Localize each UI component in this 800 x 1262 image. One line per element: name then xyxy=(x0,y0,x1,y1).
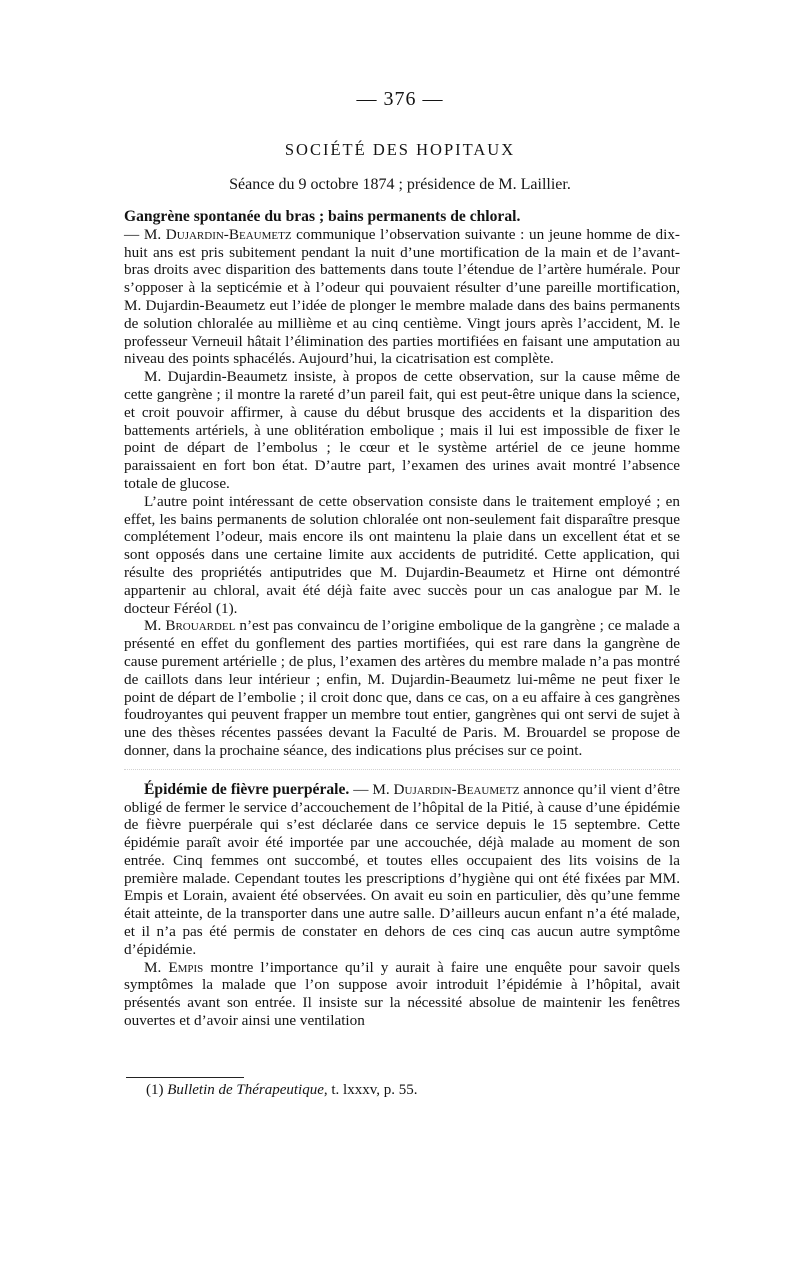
article-body xyxy=(124,208,680,1030)
speaker-name: Brouardel xyxy=(165,617,236,635)
section1-p4-lead: M. xyxy=(144,617,166,635)
session-line: Séance du 9 octobre 1874 ; présidence de M. Laillier. xyxy=(229,176,571,193)
section1-paragraph-1 xyxy=(124,208,680,368)
section1-p4-text: n’est pas convaincu de l’origine embolique de la gangrène ; ce malade a présenté en effet du gonflement des parties mortifiées, qui est rare dans la gangrène de cause purement artérielle ; de plus, l’examen des artères du membre malade n’a pas montré de caillots dans leur intérieur ; enfin, M. Dujardin-Beaumetz lui-même ne peut fixer le point de départ de l’embolie ; il croit donc que, dans ce cas, on a eu affaire à ces gangrènes foudroyantes qui peuvent frapper un membre tout entier, gangrènes qui ont servi de sujet à une des thèses récentes passées devant la Faculté de Paris. M. Brouardel se propose de donner, dans la prochaine séance, des indications plus précises sur ce point. xyxy=(124,617,680,759)
section1-p1-lead: — M. xyxy=(124,225,166,243)
footnote-rule xyxy=(126,1077,244,1078)
section1-p1-text: communique l’observation suivante : un jeune homme de dix-huit ans est pris subitement pendant la nuit d’une mortification de la main et de l’avant-bras droits avec disparition des battements dans toute l’étendue de l’artère humérale. Pour s’opposer à la septicémie et à l’odeur qui pouvaient résulter d’une pareille mortification, M. Dujardin-Beaumetz eut l’idée de plonger le membre malade dans des bains permanents de solution chloralée au millième et au cinq centième. Vingt jours après l’accident, M. le professeur Verneuil hâtait l’élimination des parties mortifiées en faisant une amputation au niveau des points sphacélés. Aujourd’hui, la cicatrisation est complète. xyxy=(124,225,680,368)
section2-paragraph-1 xyxy=(124,781,680,959)
section-divider xyxy=(124,769,680,771)
section2-p2-lead: M. xyxy=(144,958,169,976)
speaker-name: Empis xyxy=(168,958,204,976)
section2-p2-text: montre l’importance qu’il y aurait à faire une enquête pour savoir quels symptômes la malade que l’on suppose avoir introduit l’épidémie à l’hôpital, avait présentés avant son entrée. Il insiste sur la nécessité absolue de maintenir les fenêtres ouvertes et d’avoir ainsi une ventilation xyxy=(124,958,680,1030)
speaker-name: Dujardin-Beaumetz xyxy=(393,780,520,798)
speaker-name: Dujardin-Beaumetz xyxy=(165,225,292,243)
footnote xyxy=(146,1082,666,1099)
section2-paragraph-2 xyxy=(124,959,680,1030)
section1-paragraph-4 xyxy=(124,617,680,759)
section2-p1-text: annonce qu’il vient d’être obligé de fermer le service d’accouchement de l’hôpital de la Pitié, à cause d’une épidémie de fièvre puerpérale qui s’est déclarée dans ce service depuis le 15 septembre. Cette épidémie paraît avoir été importée par une accouchée, déjà malade au moment de son entrée. Cinq femmes ont succombé, et toutes elles occupaient des lits voisins de la première malade. Cependant toutes les prescriptions d’hygiène qui ont été fixées par MM. Empis et Lorain, avaient été observées. On avait eu soin en particulier, dès qu’une femme était atteinte, de la transporter dans une autre salle. D’ailleurs aucun enfant n’a été malade, et il n’a pas été permis de constater en dehors de ces cinq cas aucun autre symptôme d’épidémie. xyxy=(124,780,680,958)
society-heading: SOCIÉTÉ DES HOPITAUX xyxy=(284,140,516,159)
section1-paragraph-2: M. Dujardin-Beaumetz insiste, à propos de cette observation, sur la cause même de cette gangrène ; il montre la rareté d’un pareil fait, qui est peut-être unique dans la science, et croit pouvoir affirmer, à cause du début brusque des accidents et la disparition des battements artériels, à une oblitération embolique ; mais il lui est impossible de fixer le point de départ de l’embolus ; le cœur et le système artériel de ce jeune homme paraissaient en fort bon état. D’autre part, l’examen des urines avait montré l’absence totale de glucose. xyxy=(124,368,680,492)
section2-title: Épidémie de fièvre puerpérale. xyxy=(144,780,350,798)
footnote-source: Bulletin de Thérapeutique xyxy=(167,1082,324,1098)
footnote-marker: (1) xyxy=(146,1082,168,1098)
section2-p1-lead: — M. xyxy=(349,780,394,798)
footnote-ref: , t. lxxxv, p. 55. xyxy=(323,1082,418,1098)
section1-paragraph-3: L’autre point intéressant de cette observation consiste dans le traitement employé ; en effet, les bains permanents de solution chloralée ont non-seulement fait disparaître presque complétement l’odeur, mais encore ils ont maintenu la plaie dans un excellent état et se sont opposés dans une certaine limite aux accidents de putridité. Cette application, qui résulte des propriétés antiputrides que M. Dujardin-Beaumetz et Hirne ont démontré appartenir au chloral, avait été déjà faite avec succès pour un cas analogue par M. le docteur Féréol (1). xyxy=(124,492,680,617)
page-number: — 376 — xyxy=(356,88,444,110)
section1-title: Gangrène spontanée du bras ; bains permanents de chloral. xyxy=(124,208,521,225)
